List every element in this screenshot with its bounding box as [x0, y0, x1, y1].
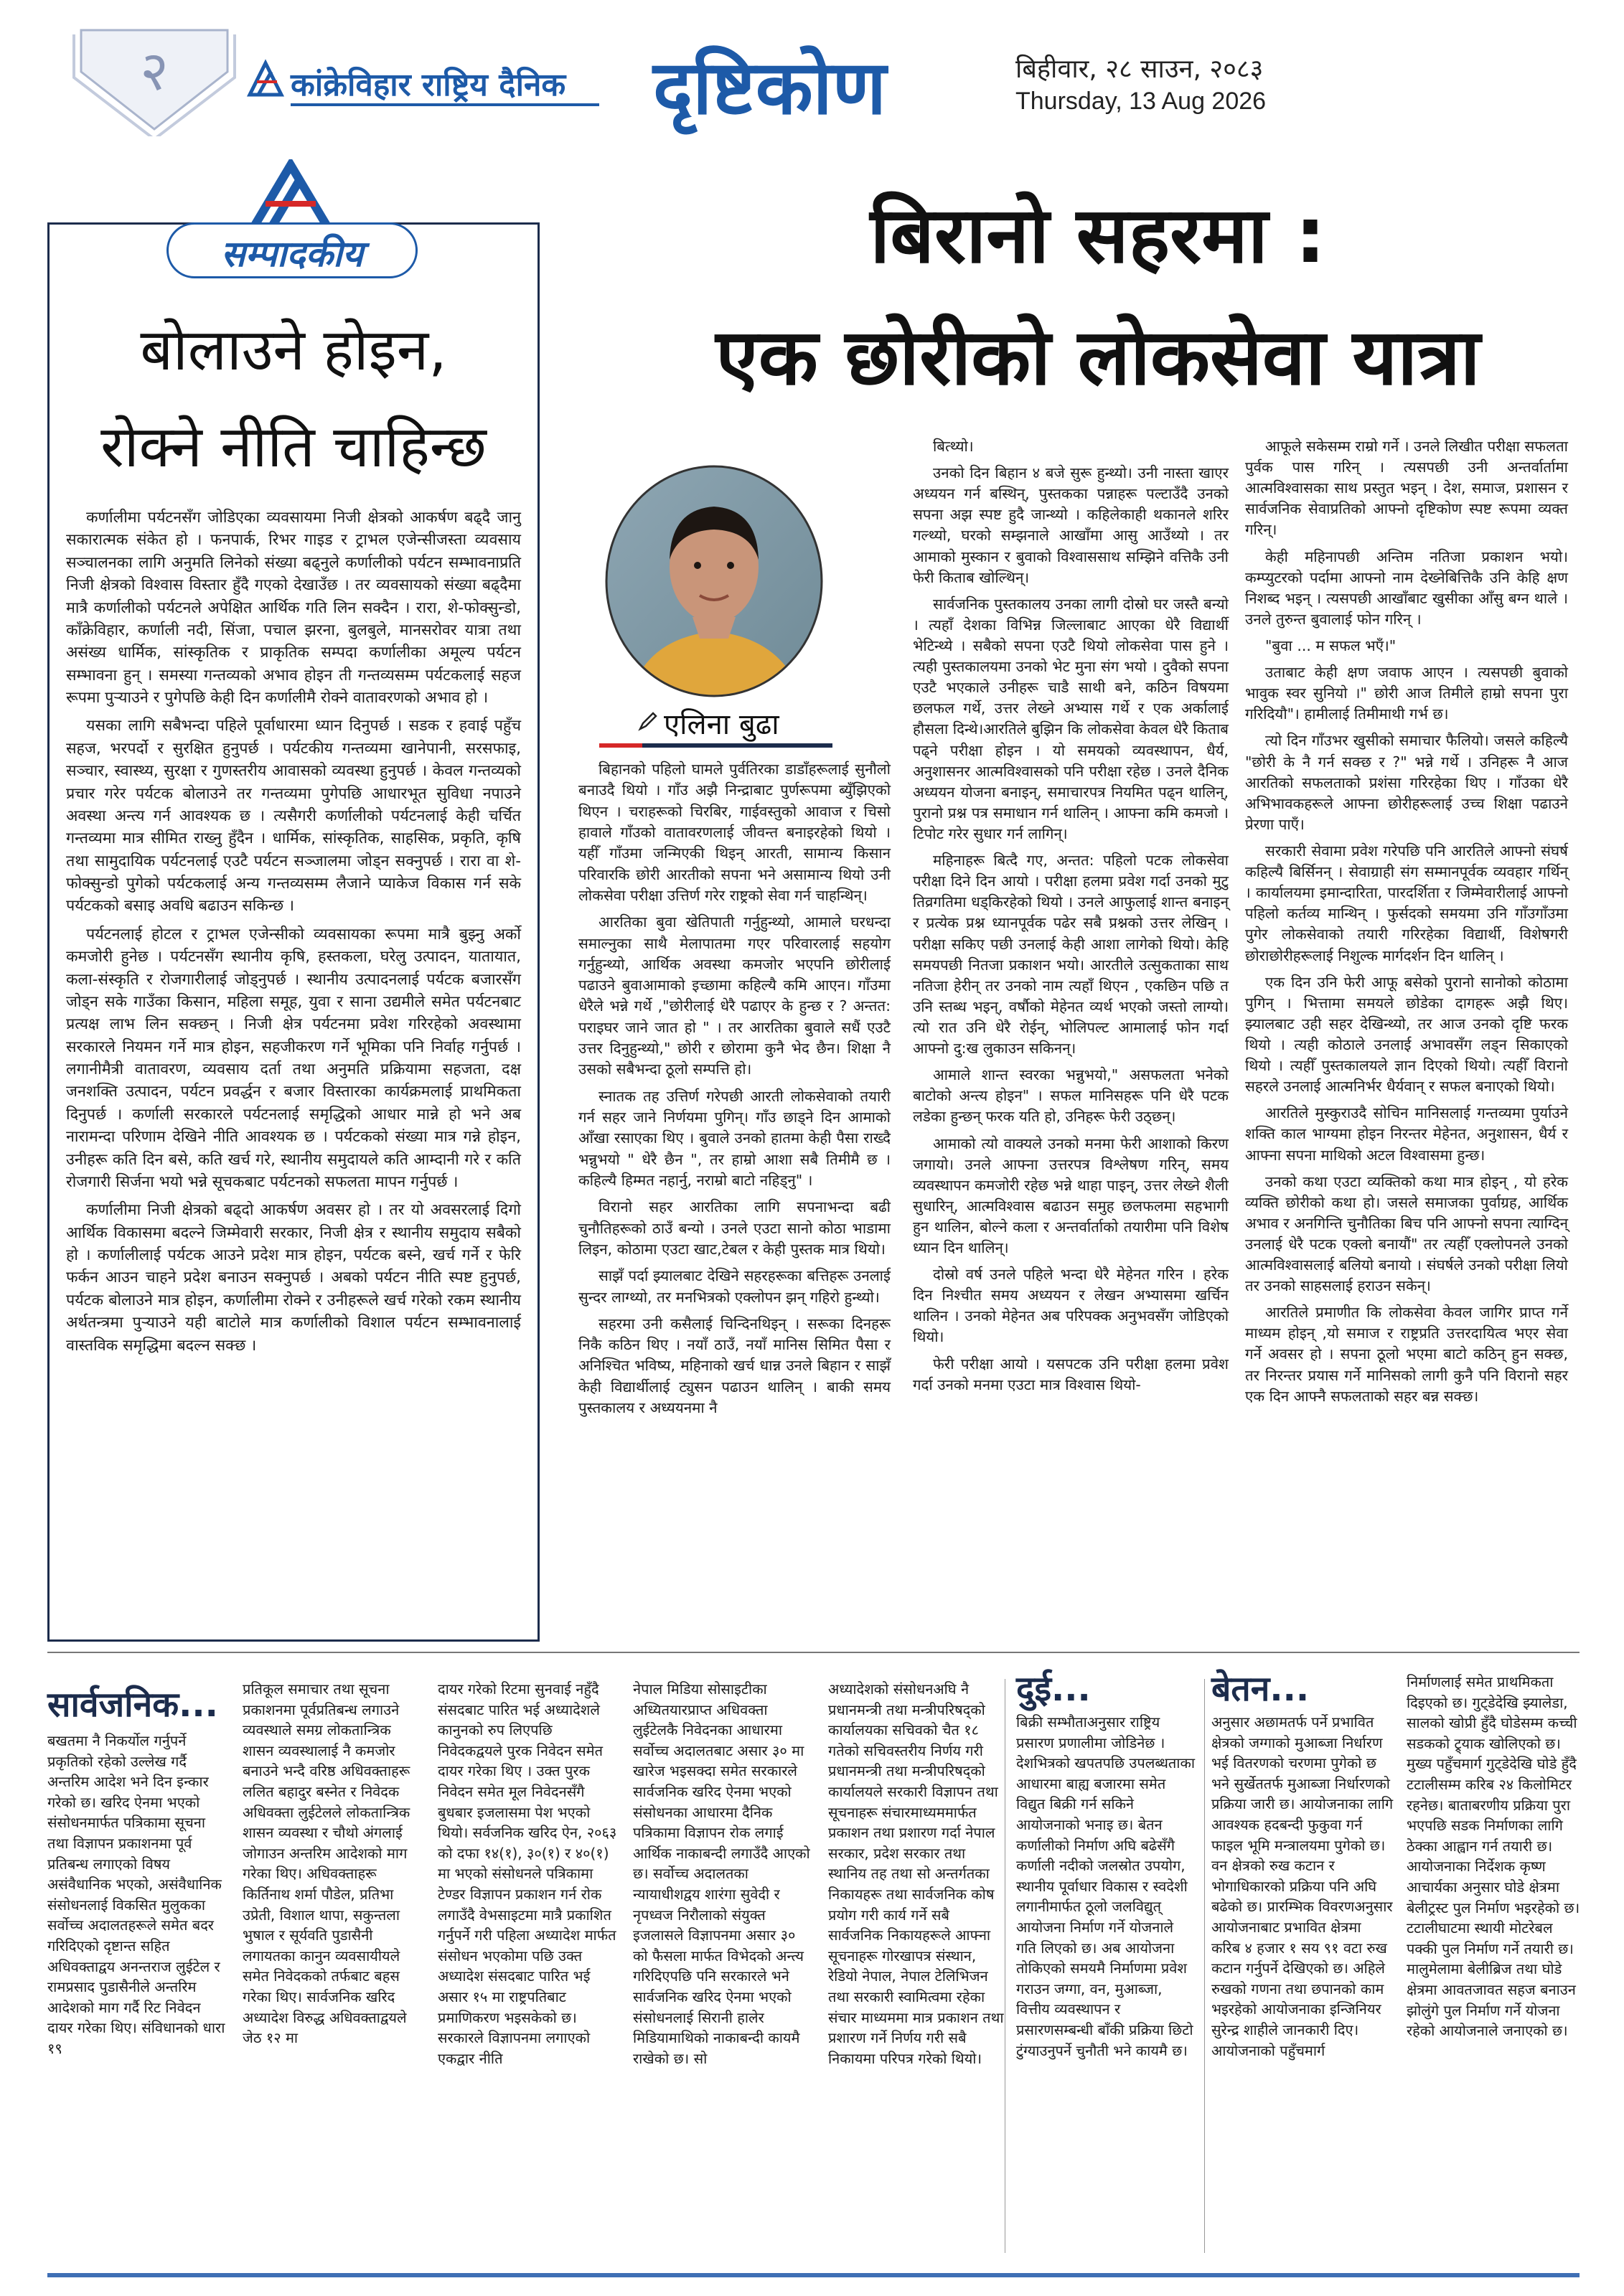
feature-column-3: [1245, 436, 1568, 1413]
masthead-title: कांक्रेविहार राष्ट्रिय दैनिक: [291, 67, 566, 103]
editorial-emblem-icon: [244, 159, 337, 231]
section-title: दृष्टिकोण: [653, 44, 886, 131]
feature-paragraph: उताबाट केही क्षण जवाफ आएन । त्यसपछी बुवाको भावुक स्वर सुनियो ।" छोरी आज तिमीले हाम्रो सपना पुरा गरिदियौ"। हामीलाई तिमीमाथी गर्भ छ।: [1245, 664, 1568, 723]
masthead-underline: [291, 103, 599, 106]
feature-paragraph: सहरमा उनी कसैलाई चिन्दिनथिइन् । सरूका दिनहरू निकै कठिन थिए । नयाँ ठाउँ, नयाँ मानिस सिमित पैसा र अनिश्चित भविष्य, महिनाको खर्च धान्न उनले बिहान र साझँ केही विद्यार्थीलाई ट्युसन पढाउन थालिन् । बाकी समय पुस्तकालय र अध्ययनमा नै: [578, 1314, 891, 1417]
feature-paragraph: "बुवा ... म सफल भएँ।": [1265, 636, 1397, 654]
feature-paragraph: सार्वजनिक पुस्तकालय उनका लागी दोस्रो घर जस्तै बन्यो । त्यहाँ देशका विभिन्न जिल्लाबाट आएका धेरै विद्यार्थी भेटिन्थ्ये । सबैको सपना एउटै थियो लोकसेवा पास हुने । त्यही पुस्तकालयमा उनको भेट मुना संग भयो । दुवैको सपना एउटै भएकाले उनीहरू चाडै साथी बने, कठिन विषयमा छलफल गर्थे, उत्तर लेख्ने अभ्यास गर्थे र एक अर्कालाई हौसला दिन्थे।आरतिले बुझिन कि लोकसेवा केवल धेरै किताब पढ्ने परीक्षा होइन । यो समयको व्यवस्थापन, धैर्य, अनुशासनर आत्मविश्वासको पनि परीक्षा रहेछ । उनले दैनिक अध्ययन योजना बनाइन्, समाचारपत्र नियमित पढ्न थालिन्, पुरानो प्रश्न पत्र समाधान गर्न थालिन् । आफ्ना कमि कमजो । टिपोट गरेर सुधार गर्न लागिन्।: [913, 595, 1229, 842]
feature-paragraph: महिनाहरू बित्दै गए, अन्तत: पहिलो पटक लोकसेवा परीक्षा दिने दिन आयो । परीक्षा हलमा प्रवेश गर्दा उनको मुटु तिव्रगतिमा धड्किरहेको थियो । उनले आफुलाई शान्त बनाइन् र प्रत्येक प्रश्न ध्यानपूर्वक पढेर सबै प्रश्नको उत्तर लेखिन् । परीक्षा सकिए पछी उनलाई केही आशा लागेको थियो। केहि समयपछी नितजा प्रकाशन भयो। आरतीले उत्सुकताका साथ नतिजा हेरीन् तर उनको नाम त्यहाँ थिएन , एकछिन पछि त उनि स्तब्ध भइन्, वर्षौको मेहेनत व्यर्थ भएको जस्तो लाग्यो। त्यो रात उनि धेरै रोईन्, भोलिपल्ट आमालाई फोन गर्दा आफ्नो दु:ख लुकाउन सकिनन्।: [913, 852, 1229, 1058]
feature-paragraph: आरतिले प्रमाणीत कि लोकसेवा केवल जागिर प्राप्त गर्ने माध्यम होइन् ,यो समाज र राष्ट्रप्रति उत्तरदायित्व भएर सेवा गर्ने अवसर हो । सपना ठूलो भएमा बाटो कठिन् हुन सक्छ, तर निरन्तर प्रयास गर्ने मानिसको लागी कुनै पनि विरानो सहर एक दिन आफ्नै सफलताको सहर बन्न सक्छ।: [1245, 1304, 1568, 1405]
feature-headline-line1: बिरानो सहरमा :: [870, 191, 1326, 281]
editorial-paragraph: कर्णालीमा निजी क्षेत्रको बढ्दो आकर्षण अवसर हो । तर यो अवसरलाई दिगो आर्थिक विकासमा बदल्ने जिम्मेवारी सरकार, निजी क्षेत्र र स्थानीय समुदाय सबैको हो । कर्णालीलाई पर्यटक आउने प्रदेश मात्र होइन, पर्यटक बस्ने, खर्च गर्ने र फेरि फर्कन आउन चाहने प्रदेश बनाउन सक्नुपर्छ । अबको पर्यटन नीति स्पष्ट हुनुपर्छ, पर्यटक बोलाउने मात्र होइन, कर्णालीमा रोक्ने र उनीहरूले खर्च गरेको रकम स्थानीय अर्थतन्त्रमा पुऱ्याउने यही बाटोले मात्र कर्णालीको विशाल पर्यटन सम्भावनालाई वास्तविक समृद्धिमा बदल्न सक्छ ।: [66, 1201, 521, 1355]
feature-paragraph: फेरी परीक्षा आयो । यसपटक उनि परीक्षा हलमा प्रवेश गर्दा उनको मनमा एउटा मात्र विश्वास थियो-: [913, 1355, 1229, 1393]
feature-paragraph: आमाले शान्त स्वरका भन्नुभयो," असफलता भनेको बाटोको अन्त्य होइन" । सफल मानिसहरू पनि धेरै पटक लडेका हुन्छन् फरक यति हो, उनिहरू फेरी उठ्छन्।: [913, 1066, 1229, 1126]
editorial-headline-line2: रोक्ने नीति चाहिन्छ: [100, 413, 487, 480]
page-header: [0, 0, 1624, 144]
column-rule: [1204, 1679, 1205, 2253]
masthead-logo-icon: [244, 57, 287, 100]
feature-paragraph: उनको कथा एउटा व्यक्तिको कथा मात्र होइन् , यो हरेक व्यक्ति छोरीको कथा हो। जसले समाजका पुर्वाग्रह, आर्थिक अभाव र अनगिन्ति चुनौतिका बिच पनि आफ्नो सपना त्याग्दिन् उनलाई धेरै पटक एक्लो बनायौं" तर त्यहीँ एक्लोपनले उनको आत्मविश्वासलाई बलियो बनायो । संघर्षले उनको परीक्षा लियो तर उनको साहसलाई हराउन सकेन्।: [1245, 1172, 1568, 1295]
feature-paragraph: दोस्रो वर्ष उनले पहिले भन्दा धेरै मेहेनत गरिन । हरेक दिन निश्चीत समय अध्ययन र लेखन अभ्यासमा खर्चिन थालिन । उनको मेहेनत अब परिपक्क अनुभवसँग जोडिएको थियो।: [913, 1266, 1229, 1346]
feature-paragraph: एक दिन उनि फेरी आफू बसेको पुरानो सानोको कोठामा पुगिन् । भित्तामा समयले छोडेका दागहरू अझै थिए। झ्यालबाट उही सहर देखिन्थ्यो, तर आज उनको दृष्टि फरक थियो । त्यही कोठाले उनलाई अभावसँग लड्न सिकाएको थियो । त्यहीँ पुस्तकालयले ज्ञान दिएको थियो। त्यहीँ विरानो सहरले उनलाई आत्मनिर्भर धैर्यवान् र सफल बनाएको थियो।: [1245, 973, 1568, 1096]
feature-headline-line2: एक छोरीको लोकसेवा यात्रा: [715, 313, 1480, 403]
feature-column-2: [913, 436, 1229, 1401]
feature-paragraph: त्यो दिन गाँउभर खुसीको समाचार फैलियो। जसले कहिल्यै "छोरी के नै गर्न सक्छ र ?" भन्ने गर्थे । उनिहरू नै आज आरतिको सफलताको प्रशंसा गरिरहेका थिए । गाँउका धेरै अभिभावकहरूले आफ्ना छोरीहरूलाई उच्च शिक्षा पढाउने प्रेरणा पाएँ।: [1245, 732, 1568, 833]
feature-paragraph: बिहानको पहिलो घामले पुर्वतिरका डाडाँहरूलाई सुनौलो बनाउदै थियो । गाँउ अझै निन्द्राबाट पुर्णरूपमा ब्युँझिएको थिएन । चराहरूको चिरबिर, गाईवस्तुको आवाज र चिसो हावाले गाँउको वातावरणलाई जीवन्त बनाइरहेको थियो । यहीँ गाँउमा जन्मिएकी थिइन् आरती, सामान्य किसान परिवारकि छोरी आरतीको सपना भने असामान्य थियो उनी लोकसेवा परीक्षा उत्तिर्ण गरेर राष्ट्रको सेवा गर्न चाहन्थिन्।: [578, 761, 891, 904]
feature-column-1: [578, 759, 891, 1424]
footer-rule: [47, 2273, 1580, 2277]
author-name: एलिना बुढा: [664, 708, 779, 741]
bottom-story-column: निर्माणलाई समेत प्राथमिकता दिइएको छ। गुट्डेदेखि झ्यालेडा, सालको खोप्री हुँदै घोडेसम्म कच्ची सडकको ट्र्याक खोलिएको छ। मुख्य पहुँचमार्ग गुट्डेदेखि घोडे हुँदै टटालीसम्म करिब २४ किलोमिटर रहनेछ। बाताबरणीय प्रक्रिया पुरा भएपछि सडक निर्माणका लागि ठेक्का आह्वान गर्न तयारी छ। आयोजनाका निर्देशक कृष्ण आचार्यका अनुसार घोडे क्षेत्रमा बेलीट्रस्ट पुल निर्माण भइरहेको छ। टटालीघाटमा स्थायी मोटरेबल पक्की पुल निर्माण गर्ने तयारी छ। मालुमेलामा बेलीब्रिज तथा घोडे क्षेत्रमा आवतजावत सहज बनाउन झोलुंगे पुल निर्माण गर्ने योजना रहेको आयोजनाले जनाएको छ।: [1407, 1673, 1580, 2040]
editorial-headline-line1: बोलाउने होइन,: [140, 316, 447, 383]
page-number: २: [140, 39, 169, 103]
bottom-story-title: सार्वजनिक...: [47, 1685, 218, 1725]
feature-paragraph: आरतिले मुस्कुराउदै सोचिन मानिसलाई गन्तव्यमा पुर्याउने शक्ति काल भाग्यमा होइन निरन्तर मेहेनत, अनुशासन, धैर्य र आफ्ना सपना माथिको अटल विश्वासमा हुन्छ।: [1245, 1104, 1568, 1164]
section-divider: [47, 1652, 1580, 1653]
editorial-label: सम्पादकीय: [221, 233, 363, 275]
author-rule: [599, 743, 832, 748]
bottom-story-column: बखतमा नै निकर्योल गर्नुपर्ने प्रकृतिको रहेको उल्लेख गर्दै अन्तरिम आदेश भने दिन इन्कार गरेको छ। खरिद ऐनमा भएको संसोधनमार्फत पत्रिकामा सूचना तथा विज्ञापन प्रकाशनमा पूर्व प्रतिबन्ध लगाएको विषय असंवैधानिक भएको, असंवैधानिक संसोधनलाई विकसित मुलुकका सर्वोच्च अदालतहरूले समेत बदर गरिदिएको दृष्टान्त सहित अधिवक्ताद्वय अनन्तराज लुईटेल र रामप्रसाद पुडासैनीले अन्तरिम आदेशको माग गर्दै रिट निवेदन दायर गरेका थिए। संविधानको धारा १९: [47, 1732, 225, 2057]
author-photo: [599, 459, 829, 703]
feature-paragraph: बित्थ्यो।: [933, 438, 974, 455]
feature-paragraph: सरकारी सेवामा प्रवेश गरेपछि पनि आरतिले आफ्नो संघर्ष कहिल्यै बिर्सिनन् । सेवाग्राही संग सम्मानपूर्वक व्यवहार गर्थिन् । कार्यालयमा इमान्दारिता, पारदर्शिता र जिम्मेवारीलाई आफ्नो पहिलो कर्तव्य मान्थिन् । फुर्सदको समयमा उनि गाँउगाँउमा पुगेर लोकसेवाको तयारी गरिरहेका विद्यार्थी, विशेषगरी छोराछोरीहरूलाई निशुल्क मार्गदर्शन दिन थालिन् ।: [1245, 842, 1568, 964]
bottom-story-column: अनुसार अछामतर्फ पर्ने प्रभावित क्षेत्रको जग्गाको मुआब्जा निर्धारण भई वितरणको चरणमा पुगेको छ भने सुर्खेततर्फ मुआब्जा निर्धारणको प्रक्रिया जारी छ। आयोजनाका लागि आवश्यक हदबन्दी फुकुवा गर्न फाइल भूमि मन्त्रालयमा पुगेको छ। वन क्षेत्रको रुख कटान र भोगाधिकारको प्रक्रिया पनि अघि बढेको छ। प्रारम्भिक विवरणअनुसार आयोजनाबाट प्रभावित क्षेत्रमा करिब ४ हजार १ सय ९१ वटा रुख कटान गर्नुपर्ने देखिएको छ। अहिले रुखको गणना तथा छपानको काम भइरहेको आयोजनाका इन्जिनियर सुरेन्द्र शाहीले जानकारी दिए। आयोजनाको पहुँचमार्ग: [1211, 1713, 1394, 2059]
feature-paragraph: आमाको त्यो वाक्यले उनको मनमा फेरी आशाको किरण जगायो। उनले आफ्ना उत्तरपत्र विश्लेषण गरिन्, समय व्यवस्थापन कमजोरी रहेछ भन्ने थाहा पाइन्, उत्तर लेख्ने शैली सुधारिन्, आत्मविश्वास बढाउन समुह छलफलमा सहभागी हुन थालिन, बोल्ने कला र अन्तर्वार्ताको तयारीमा पनि विशेष ध्यान दिन थालिन्।: [913, 1134, 1229, 1257]
bottom-story-title: बेतन...: [1211, 1669, 1310, 1709]
feature-paragraph: स्नातक तह उत्तिर्ण गरेपछी आरती लोकसेवाको तयारी गर्न सहर जाने निर्णयमा पुगिन्। गाँउ छाड्ने दिन आमाको आँखा रसाएका थिए । बुवाले उनको हातमा केही पैसा राख्दै भन्नुभयो " धेरै छैन ", तर हाम्रो आशा सबै तिमीमै छ । कहिल्यै हिम्मत नहार्नु, नराम्रो बाटो नहिड्नु" ।: [578, 1087, 891, 1189]
editorial-paragraph: पर्यटनलाई होटल र ट्राभल एजेन्सीको व्यवसायका रूपमा मात्रै बुझ्नु अर्को कमजोरी हुनेछ । पर्यटनसँग स्थानीय कृषि, हस्तकला, घरेलु उत्पादन, यातायात, कला-संस्कृति र रोजगारीलाई जोड्नुपर्छ । स्थानीय उत्पादनलाई पर्यटक बजारसँग जोड्न सके गाउँका किसान, महिला समूह, युवा र साना उद्यमीले समेत पर्यटनबाट प्रत्यक्ष लाभ लिन सक्छन् । निजी क्षेत्र पर्यटनमा प्रवेश गरिरहेको अवस्थामा सरकारले नियमन गर्ने मात्र होइन, सहजीकरण गर्ने भूमिका पनि निर्वाह गर्नुपर्छ । लगानीमैत्री वातावरण, व्यवसाय दर्ता तथा अनुमति प्रक्रियामा सहजता, दक्ष जनशक्ति उत्पादन, पर्यटन प्रवर्द्धन र बजार विस्तारका कार्यक्रमलाई प्राथमिकता दिनुपर्छ । कर्णाली सरकारले पर्यटनलाई समृद्धिको आधार मान्ने हो भने अब नारामन्दा परिणाम देखिने नीति आवश्यक छ । पर्यटकको संख्या मात्र गन्ने होइन, उनीहरू कति दिन बसे, कति खर्च गरे, स्थानीय समुदायले कति आम्दानी गरे र कति रोजगारी सिर्जना भयो भन्ने सूचकबाट पर्यटनको सफलता मापन गर्नुपर्छ ।: [66, 925, 521, 1191]
bottom-story-title: दुई...: [1016, 1669, 1091, 1709]
bottom-story-column: अध्यादेशको संसोधनअघि नै प्रधानमन्त्री तथा मन्त्रीपरिषद्को कार्यालयका सचिवको चैत १८ गतेको सचिवस्तरीय निर्णय गरी प्रधानमन्त्री तथा मन्त्रीपरिषद्को कार्यालयले सरकारी विज्ञापन तथा सूचनाहरू संचारमाध्यममार्फत प्रकाशन तथा प्रशारण गर्दा नेपाल सरकार, प्रदेश सरकार तथा स्थानिय तह तथा सो अन्तर्गतका निकायहरू तथा सार्वजनिक कोष प्रयोग गरी कार्य गर्ने सबै सार्वजनिक निकायहरूले आफ्ना सूचनाहरू गोरखापत्र संस्थान, रेडियो नेपाल, नेपाल टेलिभिजन तथा सरकारी स्वामित्वमा रहेका संचार माध्यममा मात्र प्रकाशन तथा प्रशारण गर्ने निर्णय गरी सबै निकायमा परिपत्र गरेको थियो।: [828, 1680, 1004, 2067]
date-nepali: बिहीवार, २८ साउन, २०८३: [1015, 55, 1264, 84]
bottom-story-column: नेपाल मिडिया सोसाइटीका अध्यितयारप्राप्त अधिवक्ता लुईटेलकै निवेदनका आधारमा सर्वोच्च अदालतबाट असार ३० मा खारेज भइसक्दा समेत सरकारले सार्वजनिक खरिद ऐनमा भएको संसोधनका आधारमा दैनिक पत्रिकामा विज्ञापन रोक लगाई आर्थिक नाकाबन्दी लगाउँदै आएको छ। सर्वोच्च अदालतका न्यायाधीशद्वय शारंगा सुवेदी र नृपध्वज निरौलाको संयुक्त इजलासले विज्ञापनमा असार ३० को फैसला मार्फत विभेदको अन्त्य गरिदिएपछि पनि सरकारले भने सार्वजनिक खरिद ऐनमा भएको संसोधनलाई सिरानी हालेर मिडियामाथिको नाकाबन्दी कायमै राखेको छ। सो: [633, 1680, 810, 2067]
bottom-story-column: प्रतिकूल समाचार तथा सूचना प्रकाशनमा पूर्वप्रतिबन्ध लगाउने व्यवस्थाले समग्र लोकतान्त्रिक शासन व्यवस्थालाई नै कमजोर बनाउने भन्दै वरिष्ठ अधिवक्ताहरू ललित बहादुर बस्नेत र निवेदक अधिवक्ता लुईटेलले लोकतान्त्रिक शासन व्यवस्था र चौथो अंगलाई जोगाउन अन्तरिम आदेशको माग गरेका थिए। अधिवक्ताहरू किर्तिनाथ शर्मा पौडेल, प्रतिभा उप्रेती, विशाल थापा, सकुन्तला भुषाल र सूर्यवति पुडासैनी लगायतका कानुन व्यवसायीयले समेत निवेदकको तर्फबाट बहस गरेका थिए। सार्वजनिक खरिद अध्यादेश विरुद्ध अधिवक्ताद्वयले जेठ १२ मा: [243, 1680, 410, 2047]
feature-paragraph: आफूले सकेसम्म राम्रो गर्ने । उनले लिखीत परीक्षा सफलता पुर्वक पास गरिन् । त्यसपछी उनी अन्तर्वार्तामा आत्मविश्वासका साथ प्रस्तुत भइन् । देश, समाज, प्रशासन र सार्वजनिक सेवाप्रतिको आफ्नो दृष्टिकोण स्पष्ट रूपमा व्यक्त गरिन्।: [1245, 438, 1568, 539]
feature-paragraph: साझँ पर्दा झ्यालबाट देखिने सहरहरूका बत्तिहरू उनलाई सुन्दर लाग्थ्यो, तर मनभित्रको एक्लोपन झन् गहिरो हुन्थ्यो।: [578, 1267, 891, 1306]
date-english: Thursday, 13 Aug 2026: [1015, 88, 1267, 115]
editorial-paragraph: कर्णालीमा पर्यटनसँग जोडिएका व्यवसायमा निजी क्षेत्रको आकर्षण बढ्दै जानु सकारात्मक संकेत हो । फनपार्क, रिभर गाइड र ट्राभल एजेन्सीजस्ता व्यवसाय सञ्चालनका लागि अनुमति लिनेको संख्या बढ्नुले कर्णालीको पर्यटन सम्भावनाप्रति निजी क्षेत्रको विश्वास विस्तार हुँदै गएको देखाउँछ । तर व्यवसायको संख्या बढ्दैमा मात्रै कर्णालीको पर्यटनले अपेक्षित आर्थिक गति लिन सक्दैन । रारा, शे-फोक्सुन्डो, काँक्रेविहार, कर्णाली नदी, सिंजा, पचाल झरना, बुलबुले, मानसरोवर यात्रा तथा असंख्य धार्मिक, सांस्कृतिक र प्राकृतिक सम्पदा कर्णालीका अमूल्य पर्यटन सम्भावना हुन् । समस्या गन्तव्यको अभाव होइन ती गन्तव्यसम्म पर्यटकलाई सहज रूपमा पुऱ्याउने र पुगेपछि केही दिन कर्णालीमै रोक्ने वातावरणको अभाव हो ।: [66, 509, 521, 707]
feature-paragraph: आरतिका बुवा खेतिपाती गर्नुहुन्थ्यो, आमाले घरधन्दा समाल्नुका साथै मेलापातमा गएर परिवारलाई सहयोग गर्नुहुन्थ्यो, आर्थिक अवस्था कमजोर भएपनि छोरीलाई पढाउने बुवाआमाको इच्छामा कहिल्यै कमि आएन। गाँउमा धेरैले भन्ने गर्थे ,"छोरीलाई धेरै पढाएर के हुन्छ र ? अन्तत: पराइघर जाने जात हो " । तर आरतिका बुवाले सधैं एउटै उत्तर दिनुहुन्थ्यो," छोरी र छोरामा कुनै भेद छैन। शिक्षा नै उसको सबैभन्दा ठूलो सम्पत्ति हो।: [578, 913, 891, 1078]
feature-paragraph: उनको दिन बिहान ४ बजे सुरू हुन्थ्यो। उनी नास्ता खाएर अध्ययन गर्न बस्थिन्, पुस्तकका पन्नाहरू पल्टाउँदै उनको सपना अझ स्पष्ट हुदै जान्थ्यो । कहिलेकाही थकानले शरिर गल्थ्यो, घरको सम्झनाले आखाँमा आसु आउँथ्यो । तर आमाको मुस्कान र बुवाको विश्वाससाथ सम्झिने वत्तिकै उनी फेरी किताब खोल्थिन्।: [913, 464, 1229, 586]
feature-paragraph: विरानो सहर आरतिका लागि सपनाभन्दा बढी चुनौतिहरूको ठाउँ बन्यो । उनले एउटा सानो कोठा भाडामा लिइन, कोठामा एउटा खाट,टेबल र केही पुस्तक मात्र थियो।: [578, 1198, 891, 1258]
bottom-story-column: दायर गरेको रिटमा सुनवाई नहुँदै संसदबाट पारित भई अध्यादेशले कानुनको रुप लिएपछि निवेदकद्वयले पुरक निवेदन समेत दायर गरेका थिए । उक्त पुरक निवेदन समेत मूल निवेदनसँगै बुधबार इजलासमा पेश भएको थियो। सर्वजनिक खरिद ऐन, २०६३ को दफा १४(१), ३०(१) र ४०(१) मा भएको संसोधनले पत्रिकामा टेण्डर विज्ञापन प्रकाशन गर्न रोक लगाउँदै वेभसाइटमा मात्रै प्रकाशित गर्नुपर्ने गरी पहिला अध्यादेश मार्फत संसोधन भएकोमा पछि उक्त अध्यादेश संसदबाट पारित भई असार १५ मा राष्ट्रपतिबाट प्रमाणिकरण भइसकेको छ। सरकारले विज्ञापनमा लगाएको एकद्वार नीति: [438, 1680, 617, 2067]
bottom-story-column: बिक्री सम्भौताअनुसार राष्ट्रिय प्रसारण प्रणालीमा जोडिनेछ । देशभित्रको खपतपछि उपलब्धताका आधारमा बाह्य बजारमा समेत विद्युत बिक्री गर्न सकिने आयोजनाको भनाइ छ। बेतन कर्णालीको निर्माण अघि बढेसँगै कर्णाली नदीको जलस्रोत उपयोग, स्थानीय पूर्वाधार विकास र स्वदेशी लगानीमार्फत ठूलो जलविद्युत् आयोजना निर्माण गर्ने योजनाले गति लिएको छ। अब आयोजना तोकिएको समयमै निर्माणमा प्रवेश गराउन जग्गा, वन, मुआब्जा, वित्तीय व्यवस्थापन र प्रसारणसम्बन्धी बाँकी प्रक्रिया छिटो टुंग्याउनुपर्ने चुनौती भने कायमै छ।: [1016, 1713, 1196, 2059]
editorial-paragraph: यसका लागि सबैभन्दा पहिले पूर्वाधारमा ध्यान दिनुपर्छ । सडक र हवाई पहुँच सहज, भरपर्दो र सुरक्षित हुनुपर्छ । पर्यटकीय गन्तव्यमा खानेपानी, सरसफाइ, सञ्चार, स्वास्थ्य, सुरक्षा र गुणस्तरीय आवासको व्यवस्था हुनुपर्छ । केवल गन्तव्यको प्रचार गरेर पर्यटक बोलाउने तर गन्तव्यमा पुगेपछि आधारभूत सुविधा नपाउने अवस्था अन्त्य गर्न आवश्यक छ । त्यसैगरी कर्णालीको पर्यटनलाई केही चर्चित गन्तव्यमा मात्र सीमित राख्नु हुँदैन । धार्मिक, सांस्कृतिक, साहसिक, प्रकृति, कृषि तथा सामुदायिक पर्यटनलाई एउटै पर्यटन सञ्जालमा जोड्न सक्नुपर्छ । रारा वा शे-फोक्सुन्डो पुगेको पर्यटकलाई अन्य गन्तव्यसम्म लैजाने प्याकेज विकास गर्न सके पर्यटकको बसाइ अवधि बढाउन सकिन्छ ।: [66, 717, 521, 916]
editorial-body: [66, 507, 521, 1363]
feature-paragraph: केही महिनापछी अन्तिम नतिजा प्रकाशन भयो। कम्प्युटरको पर्दामा आफ्नो नाम देख्नेबित्तिकै उनि केहि क्षण निशब्द भइन् । त्यसपछी आखाँबाट खुसीका आँसु बग्न थाले । उनले तुरुन्त बुवालाई फोन गरिन् ।: [1245, 547, 1568, 628]
pen-icon: [637, 710, 659, 732]
